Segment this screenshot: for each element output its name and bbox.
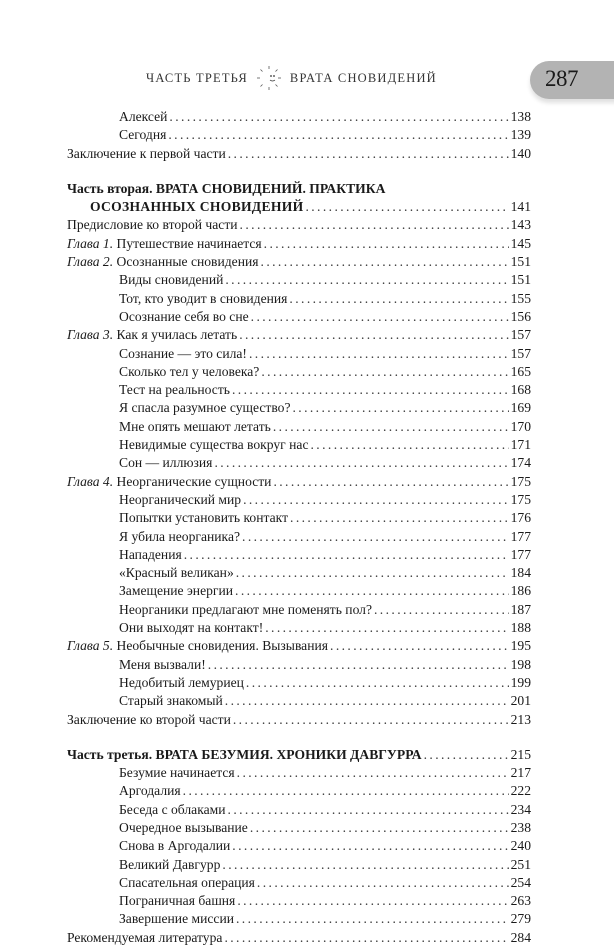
running-head (146, 64, 437, 92)
leader-dots (305, 198, 508, 216)
leader-dots (257, 874, 509, 892)
leader-dots (184, 546, 509, 564)
leader-dots (264, 235, 509, 253)
leader-dots (237, 892, 508, 910)
toc-entry[interactable]: Они выходят на контакт! . . . 188 (67, 619, 531, 637)
toc-entry[interactable]: Замещение энергии . . . 186 (67, 582, 531, 600)
leader-dots (240, 216, 509, 234)
leader-dots (236, 564, 509, 582)
toc-entry[interactable]: Сознание — это сила! . . . 157 (67, 345, 531, 363)
toc-entry[interactable]: Сколько тел у человека? . . . 165 (67, 363, 531, 381)
leader-dots (225, 692, 509, 710)
toc-entry[interactable]: Виды сновидений . . . 151 (67, 271, 531, 289)
toc-entry[interactable]: Рекомендуемая литература . . . 284 (67, 929, 531, 947)
toc-entry[interactable]: Безумие начинается . . . 217 (67, 764, 531, 782)
toc-entry[interactable]: Я спасла разумное существо? . . . 169 (67, 399, 531, 417)
leader-dots (228, 145, 509, 163)
leader-dots (273, 473, 508, 491)
part-heading[interactable]: Часть вторая. ВРАТА СНОВИДЕНИЙ. ПРАКТИКА (67, 180, 386, 196)
toc-entry[interactable]: Сегодня . . . 139 (67, 126, 531, 144)
toc-entry[interactable]: Алексей . . . 138 (67, 108, 531, 126)
toc-chapter[interactable]: Глава 4. Неорганические сущности . . . 175 (67, 473, 531, 491)
leader-dots (232, 381, 509, 399)
leader-dots (224, 929, 508, 947)
toc-entry[interactable]: Аргодалия . . . 222 (67, 782, 531, 800)
toc-entry[interactable]: Заключение ко второй части . . . 213 (67, 711, 531, 729)
page-number-tab (530, 61, 614, 99)
toc-entry[interactable]: Попытки установить контакт . . . 176 (67, 509, 531, 527)
leader-dots (292, 399, 508, 417)
leader-dots (228, 801, 509, 819)
toc-entry[interactable]: Великий Давгурр . . . 251 (67, 856, 531, 874)
leader-dots (169, 108, 508, 126)
leader-dots (424, 746, 509, 764)
toc-entry[interactable]: Мне опять мешают летать . . . 170 (67, 418, 531, 436)
leader-dots (261, 253, 509, 271)
toc-entry[interactable]: Неорганический мир . . . 175 (67, 491, 531, 509)
leader-dots (243, 491, 509, 509)
leader-dots (273, 418, 509, 436)
toc-entry[interactable]: Тот, кто уводит в сновидения . . . 155 (67, 290, 531, 308)
toc-entry[interactable]: Спасательная операция . . . 254 (67, 874, 531, 892)
toc-chapter[interactable]: Глава 5. Необычные сновидения. Вызывания . . . 195 (67, 637, 531, 655)
toc-entry[interactable]: Очередное вызывание . . . 238 (67, 819, 531, 837)
table-of-contents (67, 108, 531, 947)
leader-dots (250, 819, 509, 837)
toc-entry[interactable]: Пограничная башня . . . 263 (67, 892, 531, 910)
toc-chapter[interactable]: Глава 3. Как я училась летать . . . 157 (67, 326, 531, 344)
leader-dots (242, 528, 509, 546)
leader-dots (290, 509, 509, 527)
toc-entry[interactable]: Сон — иллюзия . . . 174 (67, 454, 531, 472)
toc-entry[interactable]: Снова в Аргодалии . . . 240 (67, 837, 531, 855)
part-heading-continued[interactable]: ОСОЗНАННЫХ СНОВИДЕНИЙ . . . 141 (67, 198, 531, 216)
leader-dots (289, 290, 508, 308)
leader-dots (330, 637, 509, 655)
toc-entry[interactable]: Предисловие ко второй части . . . 143 (67, 216, 531, 234)
toc-entry[interactable]: Неорганики предлагают мне поменять пол? . . . 187 (67, 601, 531, 619)
toc-entry[interactable]: Тест на реальность . . . 168 (67, 381, 531, 399)
toc-entry[interactable]: Завершение миссии . . . 279 (67, 910, 531, 928)
toc-entry[interactable]: Осознание себя во сне . . . 156 (67, 308, 531, 326)
leader-dots (214, 454, 508, 472)
leader-dots (168, 126, 508, 144)
leader-dots (251, 308, 509, 326)
sun-moon-icon (256, 65, 282, 91)
leader-dots (311, 436, 509, 454)
leader-dots (183, 782, 509, 800)
leader-dots (374, 601, 509, 619)
toc-entry[interactable]: «Красный великан» . . . 184 (67, 564, 531, 582)
page-number: 287 (545, 66, 578, 91)
toc-entry[interactable]: Невидимые существа вокруг нас . . . 171 (67, 436, 531, 454)
leader-dots (233, 711, 509, 729)
leader-dots (261, 363, 508, 381)
toc-chapter[interactable]: Глава 1. Путешествие начинается . . . 145 (67, 235, 531, 253)
leader-dots (235, 582, 509, 600)
leader-dots (222, 856, 508, 874)
leader-dots (239, 326, 508, 344)
toc-entry[interactable]: Заключение к первой части . . . 140 (67, 145, 531, 163)
leader-dots (249, 345, 509, 363)
leader-dots (237, 764, 509, 782)
leader-dots (246, 674, 509, 692)
toc-chapter[interactable]: Глава 2. Осознанные сновидения . . . 151 (67, 253, 531, 271)
leader-dots (265, 619, 508, 637)
running-head-left: ЧАСТЬ ТРЕТЬЯ (146, 70, 248, 85)
leader-dots (232, 837, 508, 855)
running-head-right: ВРАТА СНОВИДЕНИЙ (289, 70, 437, 85)
leader-dots (236, 910, 509, 928)
leader-dots (225, 271, 508, 289)
toc-entry[interactable]: Нападения . . . 177 (67, 546, 531, 564)
toc-entry[interactable]: Меня вызвали! . . . 198 (67, 656, 531, 674)
toc-entry[interactable]: Старый знакомый . . . 201 (67, 692, 531, 710)
toc-entry[interactable]: Я убила неорганика? . . . 177 (67, 528, 531, 546)
toc-entry[interactable]: Беседа с облаками . . . 234 (67, 801, 531, 819)
part-heading[interactable]: Часть третья. ВРАТА БЕЗУМИЯ. ХРОНИКИ ДАВГУРРА . . . 215 (67, 746, 531, 764)
toc-entry[interactable]: Недобитый лемуриец . . . 199 (67, 674, 531, 692)
leader-dots (208, 656, 509, 674)
